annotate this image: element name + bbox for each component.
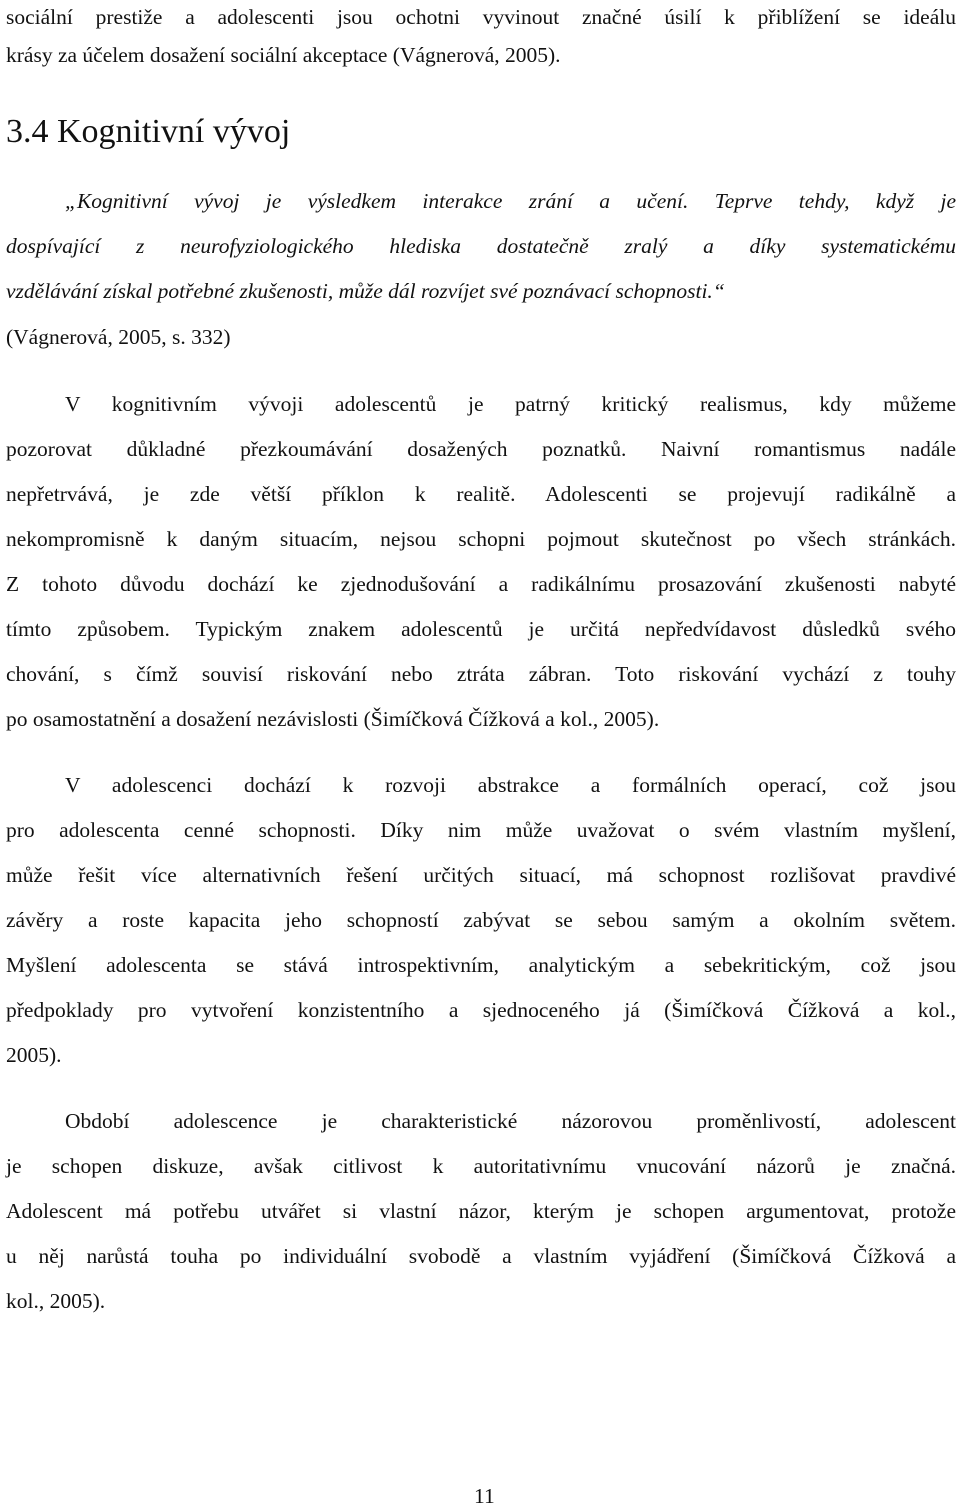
quote-text: vzdělávání získal potřebné zkušenosti, může dál rozvíjet své poznávací schopnosti. bbox=[6, 279, 713, 303]
paragraph-1-line: chování, s čímž souvisí riskování nebo ztráta zábran. Toto riskování vychází z touhy bbox=[6, 662, 956, 686]
paragraph-3-line: Období adolescence je charakteristické názorovou proměnlivostí, adolescent bbox=[65, 1109, 956, 1133]
quote-part-italic: Teprve tehdy, když je bbox=[714, 189, 957, 213]
page-number: 11 bbox=[474, 1484, 495, 1508]
paragraph-1-line: nekompromisně k daným situacím, nejsou schopni pojmout skutečnost po všech stránkách. bbox=[6, 527, 956, 551]
paragraph-3-line: Adolescent má potřebu utvářet si vlastní názor, kterým je schopen argumentovat, protože bbox=[6, 1199, 956, 1223]
paragraph-1-line: po osamostatnění a dosažení nezávislosti (Šimíčková Čížková a kol., 2005). bbox=[6, 707, 660, 731]
quote-line-3 bbox=[6, 276, 956, 306]
section-heading: 3.4 Kognitivní vývoj bbox=[6, 113, 291, 150]
quote-close-mark: “ bbox=[712, 279, 725, 303]
paragraph-2-line: závěry a roste kapacita jeho schopností zabývat se sebou samým a okolním světem. bbox=[6, 908, 956, 932]
paragraph-3-line: je schopen diskuze, avšak citlivost k autoritativnímu vnucování názorů je značná. bbox=[6, 1154, 956, 1178]
paragraph-1-line: V kognitivním vývoji adolescentů je patrný kritický realismus, kdy můžeme bbox=[65, 392, 956, 416]
paragraph-2-line: předpoklady pro vytvoření konzistentního a sjednoceného já (Šimíčková Čížková a kol., bbox=[6, 998, 956, 1022]
paragraph-2-line: V adolescenci dochází k rozvoji abstrakce a formálních operací, což jsou bbox=[65, 773, 956, 797]
paragraph-2-line: může řešit více alternativních řešení určitých situací, má schopnost rozlišovat pravdivé bbox=[6, 863, 956, 887]
quote-part-italic: „Kognitivní vývoj je výsledkem interakce zrání a učení. bbox=[65, 189, 689, 213]
paragraph-3-line: u něj narůstá touha po individuální svobodě a vlastním vyjádření (Šimíčková Čížková a bbox=[6, 1244, 956, 1268]
paragraph-1-line: pozorovat důkladné přezkoumávání dosažených poznatků. Naivní romantismus nadále bbox=[6, 437, 956, 461]
quote-line-2: dospívající z neurofyziologického hlediska dostatečně zralý a díky systematickému bbox=[6, 234, 956, 258]
paragraph-3-line: kol., 2005). bbox=[6, 1289, 106, 1313]
paragraph-1-line: tímto způsobem. Typickým znakem adolescentů je určitá nepředvídavost důsledků svého bbox=[6, 617, 956, 641]
paragraph-2-line: pro adolescenta cenné schopnosti. Díky nim může uvažovat o svém vlastním myšlení, bbox=[6, 818, 956, 842]
quote-line-1 bbox=[6, 186, 956, 216]
paragraph-1-line: Z tohoto důvodu dochází ke zjednodušování a radikálnímu prosazování zkušenosti nabyté bbox=[6, 572, 956, 596]
quote-citation: (Vágnerová, 2005, s. 332) bbox=[6, 325, 231, 349]
text-line: krásy za účelem dosažení sociální akceptace (Vágnerová, 2005). bbox=[6, 43, 561, 67]
paragraph-2-line: 2005). bbox=[6, 1043, 62, 1067]
paragraph-1-line: nepřetrvává, je zde větší příklon k realitě. Adolescenti se projevují radikálně a bbox=[6, 482, 956, 506]
text-line: sociální prestiže a adolescenti jsou ochotni vyvinout značné úsilí k přiblížení se ideálu bbox=[6, 5, 956, 29]
paragraph-2-line: Myšlení adolescenta se stává introspektivním, analytickým a sebekritickým, což jsou bbox=[6, 953, 956, 977]
